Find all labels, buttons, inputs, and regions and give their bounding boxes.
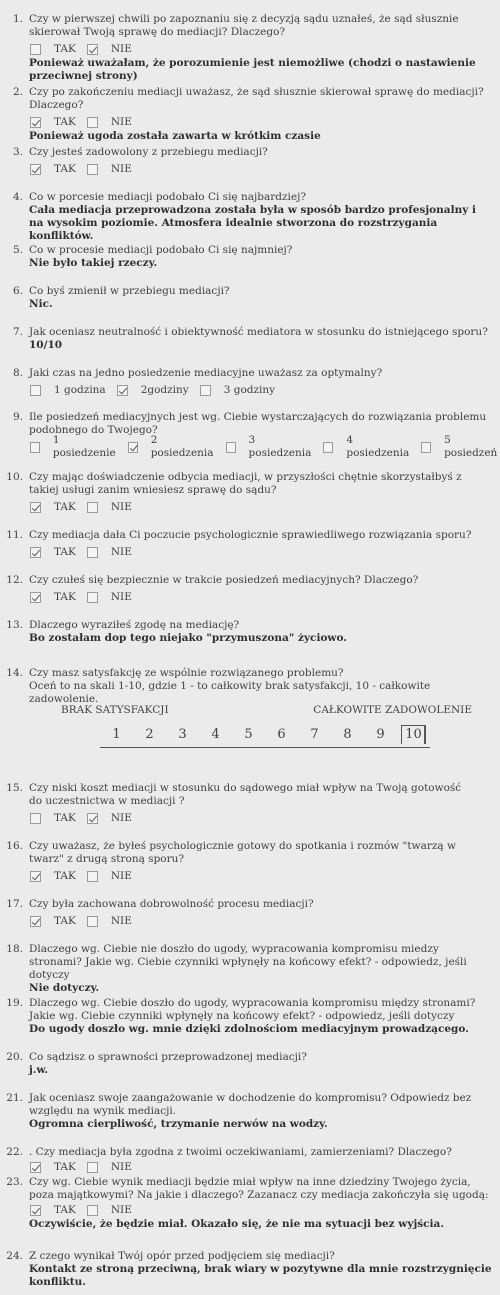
question-10 [0, 471, 500, 515]
option-label: NIE [110, 42, 132, 55]
option-label: NIE [110, 914, 132, 927]
scale-option-5[interactable]: 5 [244, 727, 253, 742]
option-label: TAK [54, 162, 76, 175]
scale-option-6[interactable]: 6 [277, 727, 286, 742]
question-text: Ile posiedzeń mediacyjnych jest wg. Ciebie wystarczających do rozwiązania problemu podobnego do Twojego? [29, 411, 487, 436]
scale-option-4[interactable]: 4 [211, 727, 220, 742]
question-text: Czy mając doświadczenie odbycia mediacji, w przyszłości chętnie skorzystałbyś z takiej usługi zanim wniesiesz sprawę do sądu? [29, 471, 462, 496]
answer-text: 10/10 [29, 339, 63, 351]
question-21 [0, 1092, 500, 1131]
option-label: TAK [54, 590, 76, 603]
checkbox-tak[interactable] [30, 117, 41, 128]
question-7 [0, 326, 500, 352]
question-text: Czy w pierwszej chwili po zapoznaniu się z decyzją sądu uznałeś, że sąd słusznie skierował Twoją sprawę do mediacji? Dlaczego? [29, 13, 459, 38]
answer-text: j.w. [29, 1064, 49, 1076]
question-3 [0, 146, 500, 177]
option-label: TAK [54, 42, 76, 55]
checkbox-nie[interactable] [87, 1205, 98, 1216]
question-number: 19. [6, 997, 23, 1009]
checkbox-tak[interactable] [30, 916, 41, 927]
scale-left-label: BRAK SATYSFAKCJI [61, 704, 169, 716]
checkbox-nie[interactable] [87, 547, 98, 558]
question-text: Co byś zmienił w przebiegu mediacji? [29, 285, 230, 297]
checkbox-2-godziny[interactable] [117, 385, 128, 396]
checkbox-tak[interactable] [30, 1162, 41, 1173]
question-13 [0, 619, 500, 645]
option-label: 3 posiedzenia [248, 434, 312, 459]
question-19 [0, 997, 500, 1036]
checkbox-tak[interactable] [30, 592, 41, 603]
checkbox-tak[interactable] [30, 547, 41, 558]
option-label: TAK [54, 500, 76, 513]
question-text: Czy wg. Ciebie wynik mediacji będzie miał wpływ na inne dziedziny Twojego życia, poza majątkowymi? Na jakie i dlaczego? Zazanacz czy mediacja zakończyła się ugodą: [29, 1176, 489, 1201]
question-number: 7. [12, 326, 23, 338]
checkbox-nie[interactable] [87, 871, 98, 882]
option-label: 2godziny [140, 383, 189, 396]
question-text: Jaki czas na jedno posiedzenie mediacyjne uważasz za optymalny? [29, 367, 383, 379]
option-label: NIE [110, 115, 132, 128]
answer-text: Bo zostałam dop tego niejako "przymuszona" życiowo. [29, 632, 347, 644]
answer-text: Nie dotyczy. [29, 982, 100, 994]
option-label: 2 posiedzenia [150, 434, 214, 459]
question-6 [0, 285, 500, 311]
option-label: TAK [54, 811, 76, 824]
answer-text: Ogromna cierpliwość, trzymanie nerwów na wodzy. [29, 1118, 328, 1130]
question-text: Jak oceniasz swoje zaangażowanie w dochodzenie do kompromisu? Odpowiedz bez względu na wynik mediacji. [29, 1092, 472, 1117]
question-number: 5. [12, 244, 23, 256]
option-label: TAK [54, 869, 76, 882]
question-number: 17. [6, 898, 23, 910]
question-text: Czy czułeś się bezpiecznie w trakcie posiedzeń mediacyjnych? Dlaczego? [29, 574, 419, 586]
question-number: 23. [6, 1176, 23, 1188]
option-label: NIE [110, 162, 132, 175]
satisfaction-scale-labels [61, 704, 472, 716]
question-text: Czy masz satysfakcję ze wspólnie rozwiązanego problemu? [29, 667, 344, 679]
question-number: 21. [6, 1092, 23, 1104]
scale-option-7[interactable]: 7 [310, 727, 319, 742]
option-label: NIE [110, 869, 132, 882]
question-text: . Czy mediacja była zgodna z twoimi oczekiwaniami, zamierzeniami? Dlaczego? [29, 1146, 452, 1158]
checkbox-tak[interactable] [30, 164, 41, 175]
question-number: 22. [6, 1146, 23, 1158]
question-number: 10. [6, 471, 23, 483]
question-number: 1. [12, 13, 23, 25]
option-label: NIE [110, 590, 132, 603]
checkbox-5-posiedzen[interactable] [421, 442, 431, 453]
question-9 [0, 411, 500, 459]
option-label: NIE [110, 811, 132, 824]
scale-option-1[interactable]: 1 [112, 727, 121, 742]
question-22 [0, 1146, 500, 1175]
question-text: Czy uważasz, że byłeś psychologicznie gotowy do spotkania i rozmów "twarzą w twarz" z drugą stroną sporu? [29, 840, 456, 865]
option-label: 1 posiedzenie [52, 434, 116, 459]
option-label: NIE [110, 1203, 132, 1216]
question-14 [0, 667, 500, 706]
question-24 [0, 1250, 500, 1289]
answer-text: Oczywiście, że będzie miał. Okazało się, że nie ma sytuacji bez wyjścia. [29, 1218, 444, 1230]
question-number: 14. [6, 667, 23, 679]
answer-text: Ponieważ ugoda została zawarta w krótkim czasie [29, 130, 321, 142]
question-text: Co w procesie mediacji podobało Ci się najmniej? [29, 244, 293, 256]
option-label: NIE [110, 545, 132, 558]
scale-right-label: CAŁKOWITE ZADOWOLENIE [313, 704, 472, 716]
answer-text: Ponieważ uważałam, że porozumienie jest niemożliwe (chodzi o nastawienie przeciwnej strony) [29, 57, 476, 82]
question-number: 20. [6, 1051, 23, 1063]
question-4 [0, 191, 500, 243]
scale-option-10-selected[interactable]: 10 [397, 725, 430, 747]
option-label: 5 posiedzeń [444, 434, 498, 459]
option-label: TAK [54, 545, 76, 558]
question-18 [0, 943, 500, 995]
checkbox-3-posiedzenia[interactable] [226, 442, 236, 453]
scale-option-2[interactable]: 2 [145, 727, 154, 742]
checkbox-3-godziny[interactable] [200, 385, 211, 396]
answer-text: Do ugody doszło wg. mnie dzięki zdolnościom mediacyjnym prowadzącego. [29, 1023, 469, 1035]
checkbox-nie[interactable] [87, 592, 98, 603]
question-23 [0, 1176, 500, 1231]
scale-option-9[interactable]: 9 [376, 727, 385, 742]
question-instructions: Oceń to na skali 1-10, gdzie 1 - to całkowity brak satysfakcji, 10 - całkowite zadowolenie. [29, 680, 431, 705]
option-label: 4 posiedzenia [346, 434, 410, 459]
option-label: TAK [54, 115, 76, 128]
checkbox-1-posiedzenie[interactable] [30, 442, 40, 453]
question-number: 3. [12, 146, 23, 158]
satisfaction-scale [100, 725, 430, 748]
question-number: 2. [12, 86, 23, 98]
question-number: 9. [12, 411, 23, 423]
checkbox-nie[interactable] [87, 117, 98, 128]
question-1 [0, 13, 500, 83]
question-11 [0, 529, 500, 560]
checkbox-nie[interactable] [87, 916, 98, 927]
question-number: 4. [12, 191, 23, 203]
checkbox-tak[interactable] [30, 1205, 41, 1216]
question-text: Czy po zakończeniu mediacji uważasz, że sąd słusznie skierował sprawę do mediacji? Dlaczego? [29, 86, 484, 111]
question-number: 6. [12, 285, 23, 297]
question-number: 11. [6, 529, 23, 541]
answer-text: Kontakt ze stroną przeciwną, brak wiary w pozytywne dla mnie rozstrzygnięcie konfliktu. [29, 1263, 492, 1288]
question-text: Dlaczego wg. Ciebie doszło do ugody, wypracowania kompromisu między stronami? Jakie wg. Ciebie czynniki wpłynęły na końcowy efekt? - odpowiedz, jeśli dotyczy [29, 997, 476, 1022]
checkbox-nie[interactable] [87, 502, 98, 513]
question-number: 12. [6, 574, 23, 586]
scale-option-8[interactable]: 8 [343, 727, 352, 742]
checkbox-nie[interactable] [87, 813, 98, 824]
question-12 [0, 574, 500, 605]
checkbox-1-godzina[interactable] [30, 385, 41, 396]
checkbox-nie[interactable] [87, 44, 98, 55]
option-label: NIE [110, 1160, 132, 1173]
checkbox-nie[interactable] [87, 164, 98, 175]
answer-text: Nie było takiej rzeczy. [29, 257, 158, 269]
question-number: 8. [12, 367, 23, 379]
option-label: TAK [54, 914, 76, 927]
question-15 [0, 782, 500, 826]
question-number: 24. [6, 1250, 23, 1262]
option-label: NIE [110, 500, 132, 513]
answer-text: Cała mediacja przeprowadzona została była w sposób bardzo profesjonalny i na wysokim poziomie. Atmosfera idealnie stworzona do rozstrzygania konfliktów. [29, 204, 476, 242]
question-number: 18. [6, 943, 23, 955]
question-text: Dlaczego wyraziłeś zgodę na mediację? [29, 619, 240, 631]
answer-text: Nic. [29, 298, 53, 310]
question-text: Co sądzisz o sprawności przeprowadzonej mediacji? [29, 1051, 307, 1063]
checkbox-tak[interactable] [30, 44, 41, 55]
option-label: TAK [54, 1203, 76, 1216]
checkbox-2-posiedzenia[interactable] [128, 442, 138, 453]
question-text: Czy była zachowana dobrowolność procesu mediacji? [29, 898, 314, 910]
question-text: Czy niski koszt mediacji w stosunku do sądowego miał wpływ na Twoją gotowość do uczestnictwa w mediacji ? [29, 782, 462, 807]
question-8 [0, 367, 500, 398]
question-20 [0, 1051, 500, 1077]
checkbox-4-posiedzenia[interactable] [323, 442, 333, 453]
option-label: 1 godzina [54, 383, 106, 396]
checkbox-tak[interactable] [30, 871, 41, 882]
question-text: Z czego wynikał Twój opór przed podjęciem się mediacji? [29, 1250, 335, 1262]
scale-option-3[interactable]: 3 [178, 727, 187, 742]
question-text: Czy mediacja dała Ci poczucie psychologicznie sprawiedliwego rozwiązania sporu? [29, 529, 472, 541]
checkbox-tak[interactable] [30, 813, 41, 824]
question-text: Jak oceniasz neutralność i obiektywność mediatora w stosunku do istniejącego sporu? [29, 326, 488, 338]
question-17 [0, 898, 500, 929]
question-number: 16. [6, 840, 23, 852]
question-number: 15. [6, 782, 23, 794]
question-16 [0, 840, 500, 884]
checkbox-nie[interactable] [87, 1162, 98, 1173]
option-label: 3 godziny [223, 383, 276, 396]
checkbox-tak[interactable] [30, 502, 41, 513]
option-label: TAK [54, 1160, 76, 1173]
question-2 [0, 86, 500, 143]
question-text: Dlaczego wg. Ciebie nie doszło do ugody, wypracowania kompromisu miedzy stronami? Jakie wg. Ciebie czynniki wpłynęły na końcowy efekt? - odpowiedz, jeśli dotyczy [29, 943, 467, 981]
question-text: Co w porcesie mediacji podobało Ci się najbardziej? [29, 191, 306, 203]
question-5 [0, 244, 500, 270]
question-number: 13. [6, 619, 23, 631]
question-text: Czy jesteś zadowolony z przebiegu mediacji? [29, 146, 268, 158]
